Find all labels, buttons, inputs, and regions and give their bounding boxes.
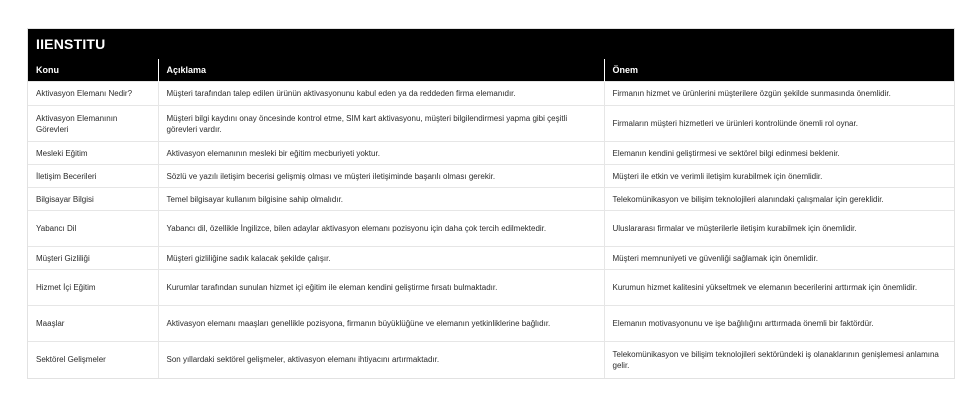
table-row (28, 342, 954, 378)
cell-onem: Kurumun hizmet kalitesini yükseltmek ve elemanın becerilerini arttırmak için önemlidir. (604, 270, 954, 306)
table-row (28, 247, 954, 270)
header-aciklama: Açıklama (158, 59, 604, 82)
cell-onem: Firmaların müşteri hizmetleri ve ürünleri kontrolünde önemli rol oynar. (604, 106, 954, 142)
cell-onem: Müşteri memnuniyeti ve güvenliği sağlamak için önemlidir. (604, 247, 954, 270)
header-row (28, 59, 954, 82)
cell-onem: Elemanın motivasyonunu ve işe bağlılığını arttırmada önemli bir faktördür. (604, 306, 954, 342)
cell-konu: İletişim Becerileri (28, 165, 158, 188)
header-konu: Konu (28, 59, 158, 82)
table-row (28, 106, 954, 142)
table-row (28, 270, 954, 306)
table-row (28, 142, 954, 165)
cell-aciklama: Müşteri tarafından talep edilen ürünün aktivasyonunu kabul eden ya da reddeden firma elemanıdır. (158, 82, 604, 106)
cell-konu: Aktivasyon Elemanının Görevleri (28, 106, 158, 142)
cell-konu: Sektörel Gelişmeler (28, 342, 158, 378)
header-onem: Önem (604, 59, 954, 82)
cell-konu: Maaşlar (28, 306, 158, 342)
cell-onem: Müşteri ile etkin ve verimli iletişim kurabilmek için önemlidir. (604, 165, 954, 188)
table-row (28, 165, 954, 188)
cell-aciklama: Temel bilgisayar kullanım bilgisine sahip olmalıdır. (158, 188, 604, 211)
cell-konu: Bilgisayar Bilgisi (28, 188, 158, 211)
cell-aciklama: Aktivasyon elemanı maaşları genellikle pozisyona, firmanın büyüklüğüne ve elemanın yetkinliklerine bağlıdır. (158, 306, 604, 342)
cell-onem: Elemanın kendini geliştirmesi ve sektörel bilgi edinmesi beklenir. (604, 142, 954, 165)
table-row (28, 211, 954, 247)
cell-onem: Telekomünikasyon ve bilişim teknolojileri sektöründeki iş olanaklarının genişlemesi anlamına gelir. (604, 342, 954, 378)
cell-konu: Müşteri Gizliliği (28, 247, 158, 270)
data-table (28, 59, 954, 378)
cell-aciklama: Sözlü ve yazılı iletişim becerisi gelişmiş olması ve müşteri iletişiminde başarılı olması gerekir. (158, 165, 604, 188)
cell-konu: Yabancı Dil (28, 211, 158, 247)
table-row (28, 306, 954, 342)
cell-aciklama: Müşteri gizliliğine sadık kalacak şekilde çalışır. (158, 247, 604, 270)
cell-aciklama: Müşteri bilgi kaydını onay öncesinde kontrol etme, SIM kart aktivasyonu, müşteri bilgilendirmesi yapma gibi çeşitli görevleri vardır. (158, 106, 604, 142)
table-row (28, 82, 954, 106)
cell-aciklama: Aktivasyon elemanının mesleki bir eğitim mecburiyeti yoktur. (158, 142, 604, 165)
cell-konu: Hizmet İçi Eğitim (28, 270, 158, 306)
table-container (27, 28, 955, 379)
cell-onem: Uluslararası firmalar ve müşterilerle iletişim kurabilmek için önemlidir. (604, 211, 954, 247)
cell-aciklama: Kurumlar tarafından sunulan hizmet içi eğitim ile eleman kendini geliştirme fırsatı bulmaktadır. (158, 270, 604, 306)
cell-konu: Mesleki Eğitim (28, 142, 158, 165)
cell-aciklama: Yabancı dil, özellikle İngilizce, bilen adaylar aktivasyon elemanı pozisyonu için daha çok tercih edilmektedir. (158, 211, 604, 247)
brand-title: IIENSTITU (28, 29, 954, 59)
cell-onem: Telekomünikasyon ve bilişim teknolojileri alanındaki çalışmalar için gereklidir. (604, 188, 954, 211)
table-row (28, 188, 954, 211)
cell-onem: Firmanın hizmet ve ürünlerini müşterilere özgün şekilde sunmasında önemlidir. (604, 82, 954, 106)
cell-konu: Aktivasyon Elemanı Nedir? (28, 82, 158, 106)
cell-aciklama: Son yıllardaki sektörel gelişmeler, aktivasyon elemanı ihtiyacını artırmaktadır. (158, 342, 604, 378)
